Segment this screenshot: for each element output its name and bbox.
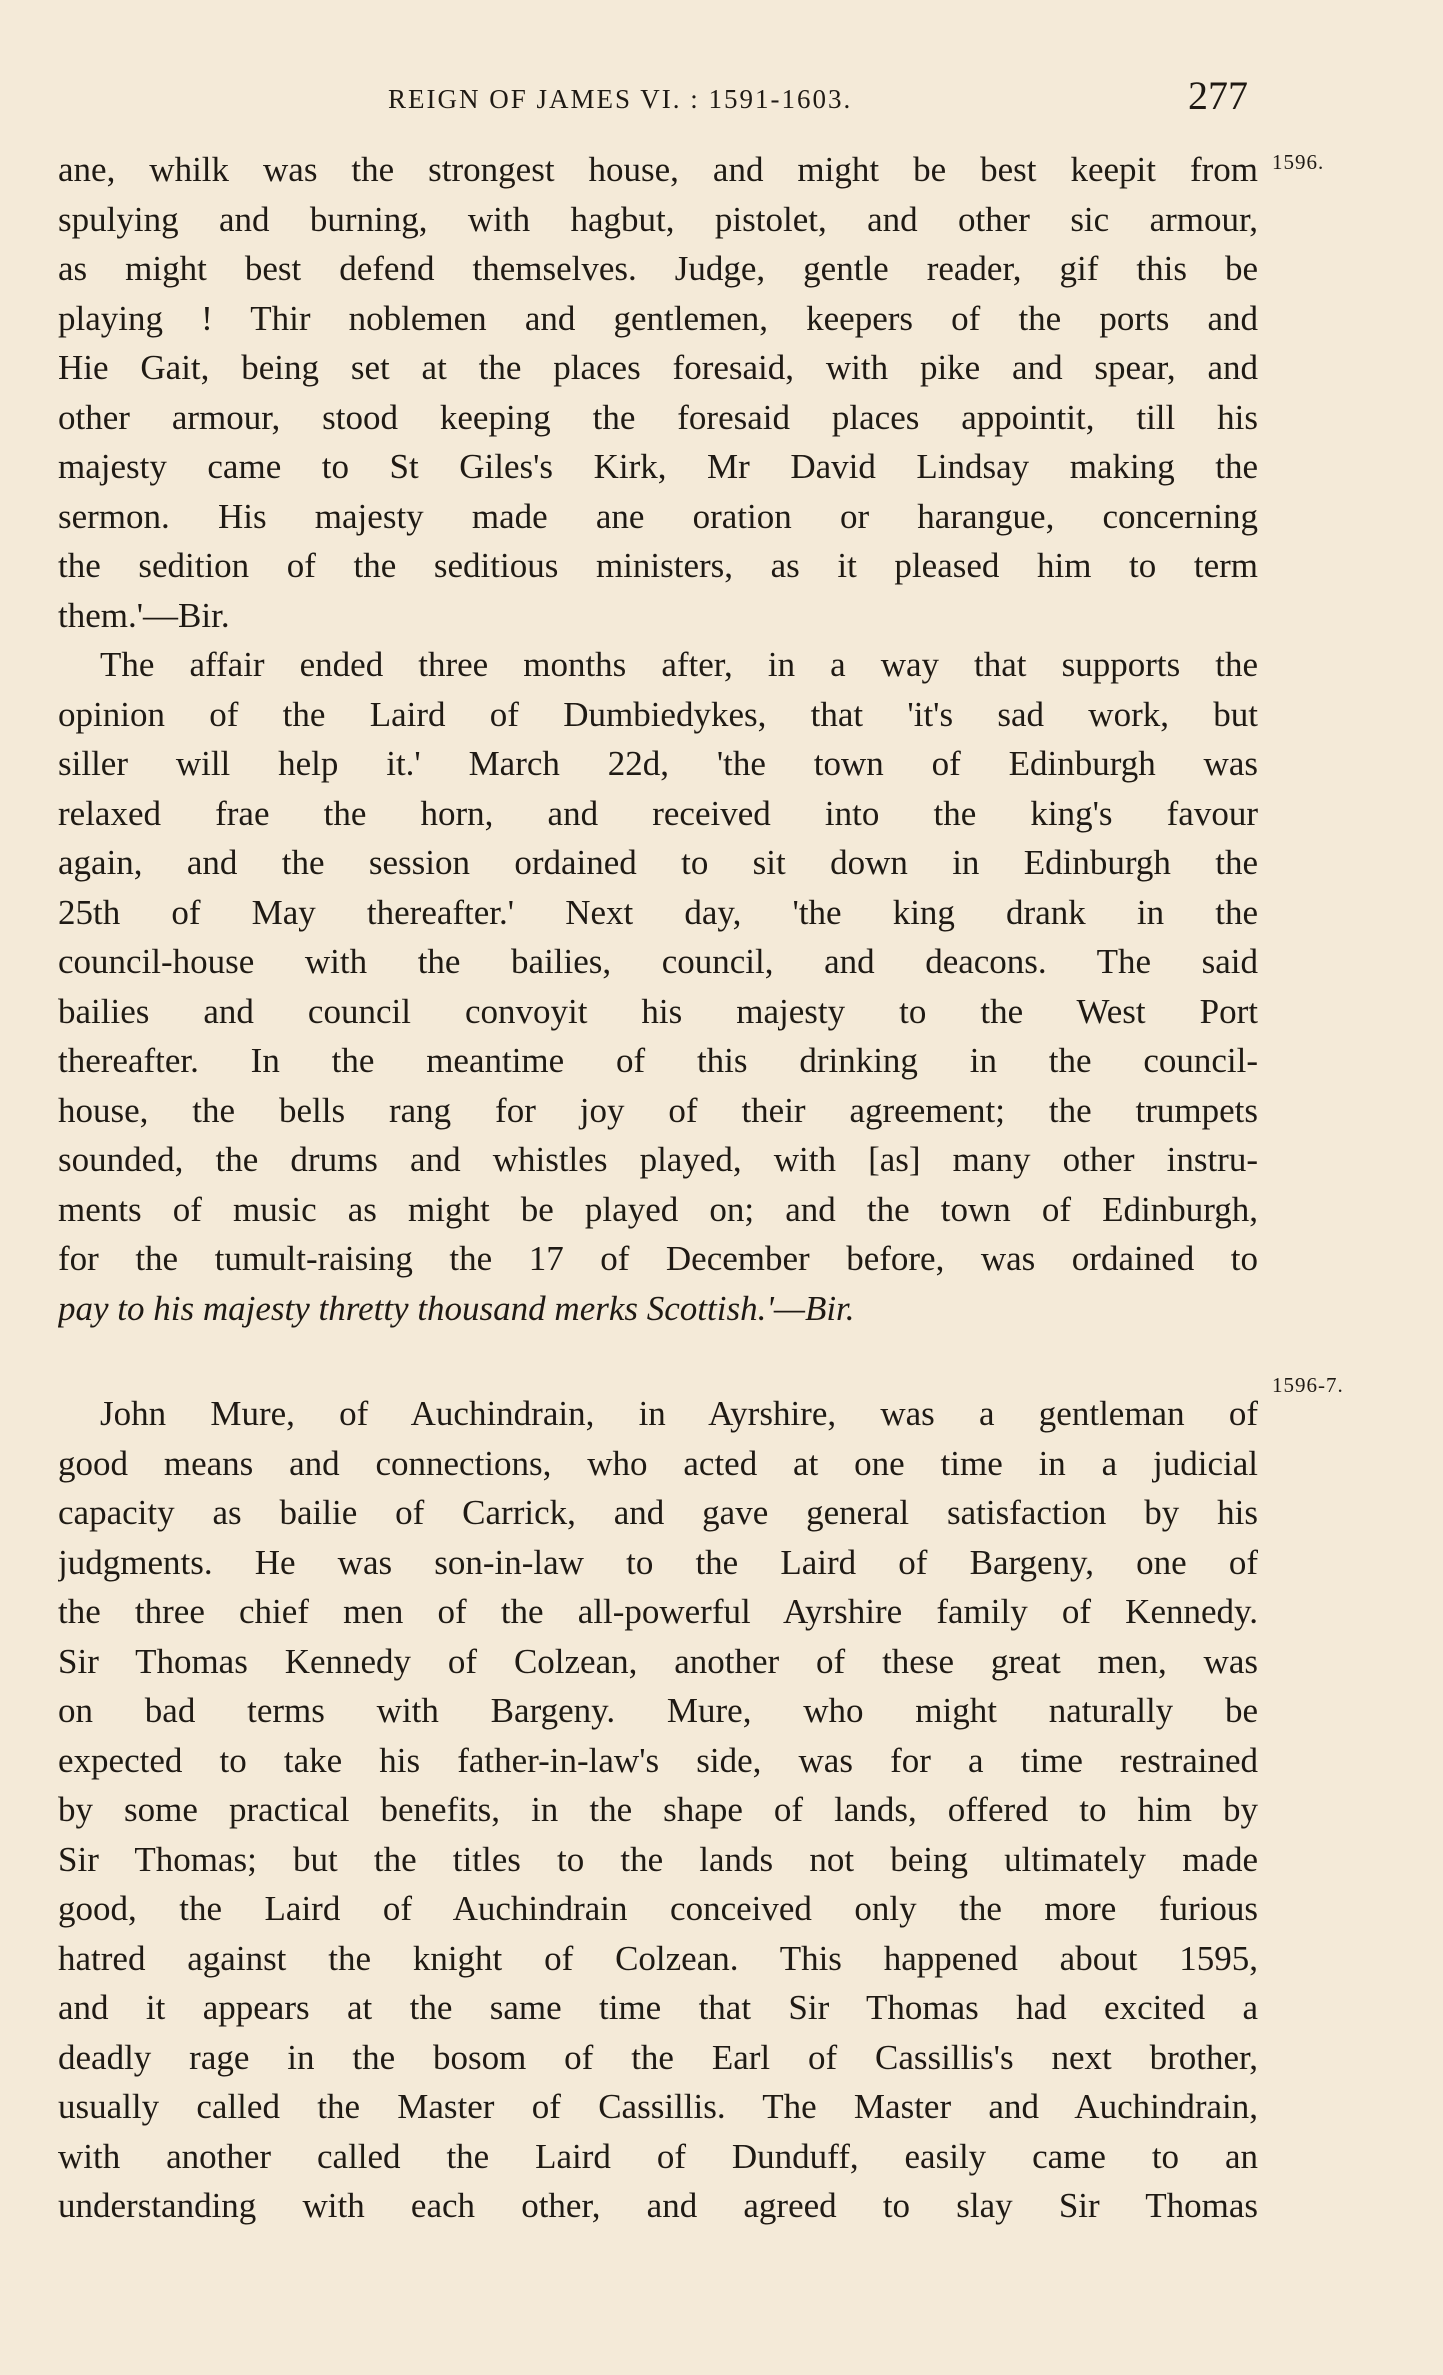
text-line: playing ! Thir noblemen and gentlemen, keepers of the ports and (58, 298, 1258, 338)
text-line: as might best defend themselves. Judge, gentle reader, gif this be (58, 249, 1258, 288)
text-line: for the tumult-raising the 17 of December before, was ordained to (58, 1239, 1258, 1278)
text-line: good means and connections, who acted at one time in a judicial (58, 1443, 1258, 1483)
text-line: sermon. His majesty made ane oration or harangue, concerning (58, 496, 1258, 536)
text-line: opinion of the Laird of Dumbiedykes, that 'it's sad work, but (58, 694, 1258, 734)
text-line: pay to his majesty thretty thousand merks Scottish.'—Bir. (58, 1288, 855, 1328)
text-line: 25th of May thereafter.' Next day, 'the king drank in the (58, 892, 1258, 932)
paragraph-1 (58, 145, 1258, 640)
page-number: 277 (1188, 73, 1248, 118)
text-line: John Mure, of Auchindrain, in Ayrshire, was a gentleman of (100, 1394, 1258, 1433)
text-line: deadly rage in the bosom of the Earl of Cassillis's next brother, (58, 2037, 1258, 2077)
text-line: Sir Thomas Kennedy of Colzean, another of these great men, was (58, 1641, 1258, 1681)
text-line: hatred against the knight of Colzean. This happened about 1595, (58, 1938, 1258, 1978)
text-line: with another called the Laird of Dunduff, easily came to an (58, 2136, 1258, 2176)
text-line: siller will help it.' March 22d, 'the town of Edinburgh was (58, 744, 1258, 783)
text-line: good, the Laird of Auchindrain conceived only the more furious (58, 1889, 1258, 1928)
text-line: house, the bells rang for joy of their agreement; the trumpets (58, 1090, 1258, 1130)
side-date-1596-7: 1596-7. (1272, 1373, 1344, 1397)
text-line: relaxed frae the horn, and received into the king's favour (58, 793, 1258, 833)
text-line: on bad terms with Bargeny. Mure, who might naturally be (58, 1691, 1258, 1730)
text-line: spulying and burning, with hagbut, pistolet, and other sic armour, (58, 199, 1258, 239)
text-line: ments of music as might be played on; and the town of Edinburgh, (58, 1189, 1258, 1229)
text-line: Hie Gait, being set at the places foresaid, with pike and spear, and (58, 348, 1258, 387)
text-line: expected to take his father-in-law's side, was for a time restrained (58, 1740, 1258, 1780)
section-gap (58, 1333, 1258, 1389)
text-line: sounded, the drums and whistles played, with [as] many other instru- (58, 1140, 1258, 1179)
running-head (58, 72, 1258, 122)
text-line: other armour, stood keeping the foresaid places appointit, till his (58, 397, 1258, 437)
paragraph-2 (58, 640, 1258, 1333)
text-line: judgments. He was son-in-law to the Laird of Bargeny, one of (58, 1542, 1258, 1582)
text-line: by some practical benefits, in the shape of lands, offered to him by (58, 1790, 1258, 1829)
text-line: council-house with the bailies, council, and deacons. The said (58, 942, 1258, 981)
text-line: thereafter. In the meantime of this drinking in the council- (58, 1041, 1258, 1080)
text-line: the sedition of the seditious ministers, as it pleased him to term (58, 546, 1258, 585)
running-title: REIGN OF JAMES VI. : 1591-1603. (388, 84, 853, 114)
text-line: Sir Thomas; but the titles to the lands not being ultimately made (58, 1839, 1258, 1879)
text-line: them.'—Bir. (58, 595, 230, 635)
body-text (58, 145, 1258, 2231)
text-line: ane, whilk was the strongest house, and might be best keepit from (58, 150, 1258, 189)
paragraph-3 (58, 1389, 1258, 2231)
text-line: The affair ended three months after, in a way that supports the (100, 645, 1258, 684)
text-line: and it appears at the same time that Sir Thomas had excited a (58, 1988, 1258, 2027)
text-line: majesty came to St Giles's Kirk, Mr David Lindsay making the (58, 447, 1258, 486)
side-date-1596: 1596. (1272, 150, 1325, 174)
text-line: the three chief men of the all-powerful Ayrshire family of Kennedy. (58, 1592, 1258, 1631)
text-line: bailies and council convoyit his majesty to the West Port (58, 991, 1258, 1031)
text-line: usually called the Master of Cassillis. The Master and Auchindrain, (58, 2087, 1258, 2126)
text-line: understanding with each other, and agreed to slay Sir Thomas (58, 2186, 1258, 2225)
text-line: capacity as bailie of Carrick, and gave general satisfaction by his (58, 1493, 1258, 1532)
text-line: again, and the session ordained to sit down in Edinburgh the (58, 843, 1258, 882)
